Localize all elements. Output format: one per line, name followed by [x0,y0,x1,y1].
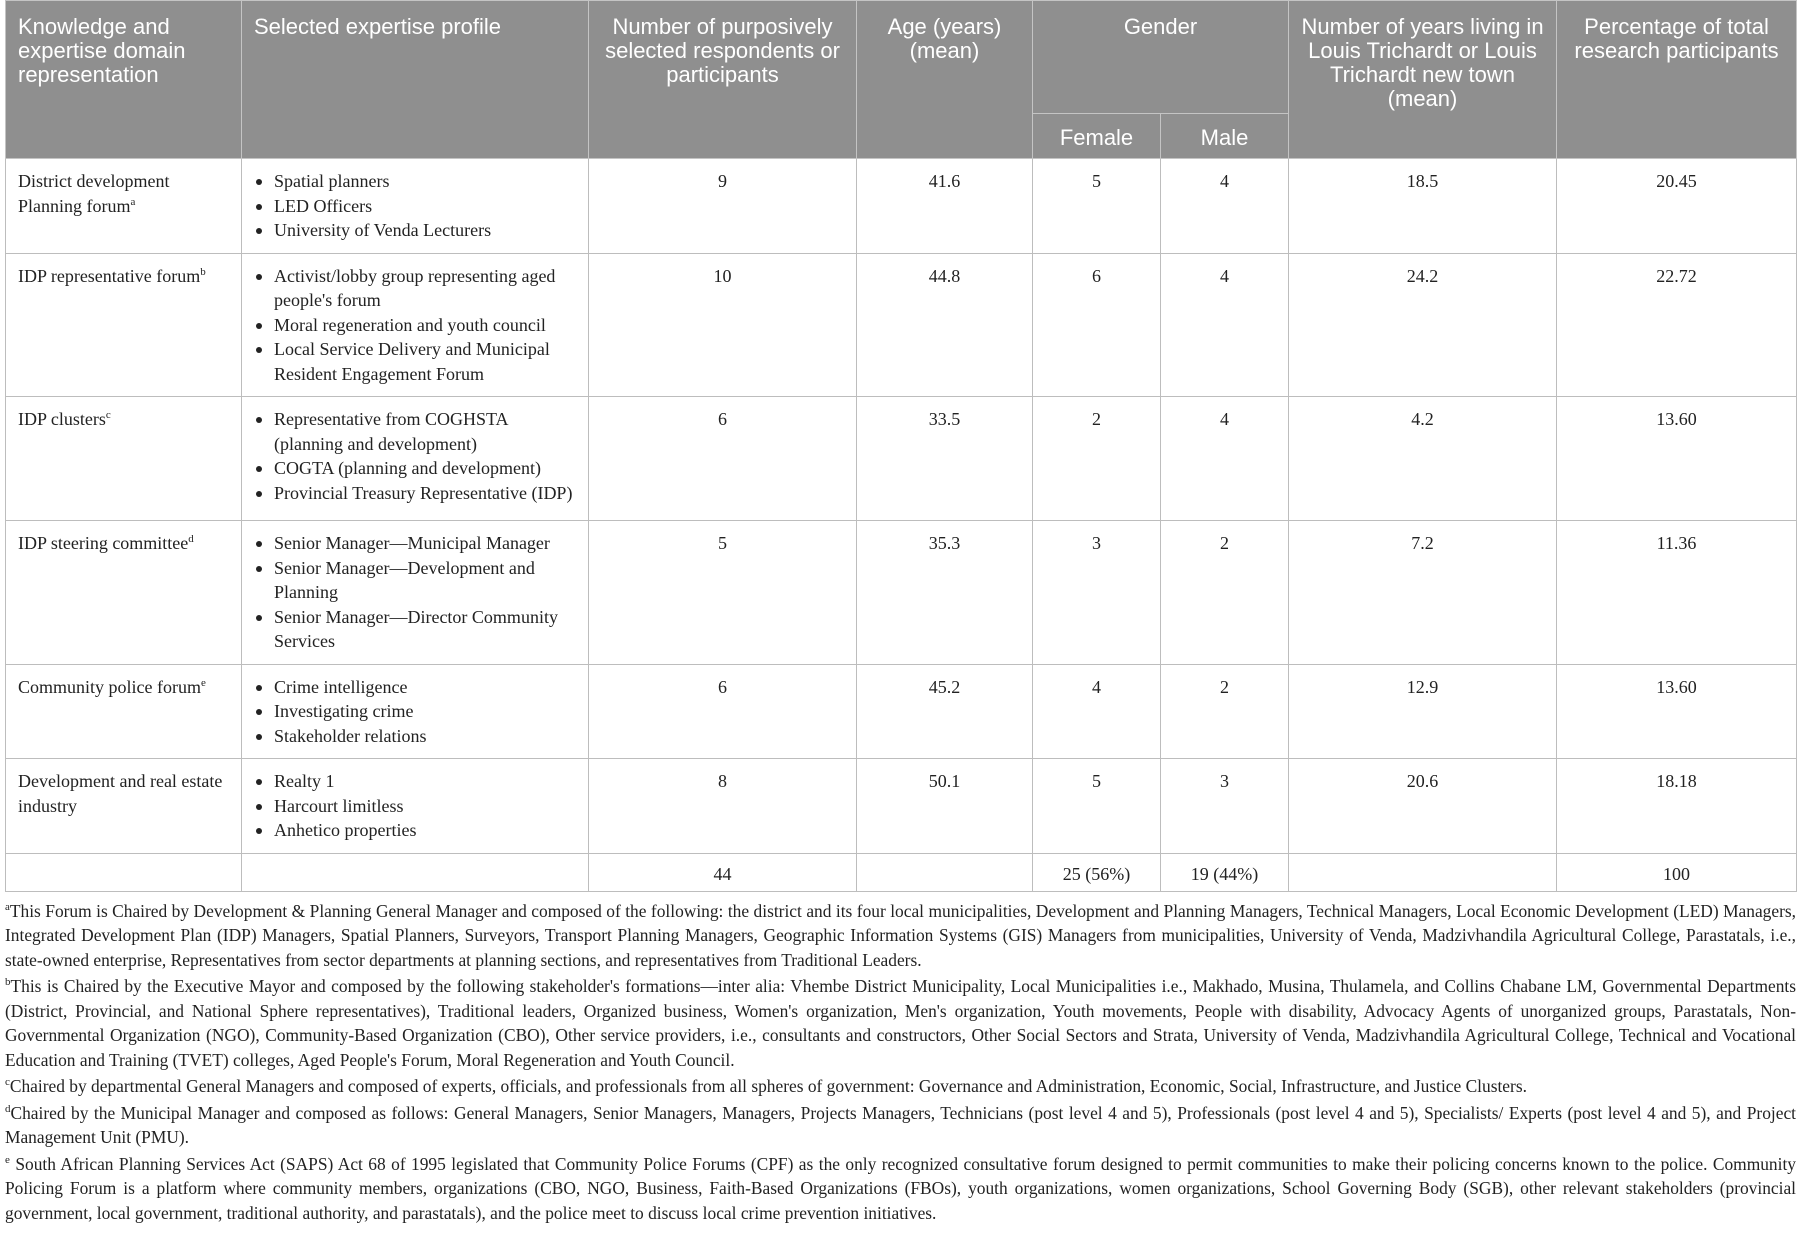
domain-label: District development Planning forum [18,171,170,216]
domain-cell [6,253,242,397]
profile-cell [242,521,589,665]
footnote-marker: c [105,409,111,421]
years-cell: 7.2 [1289,521,1557,665]
table-row [6,521,1797,665]
header-profile: Selected expertise profile [242,1,589,159]
number-cell: 6 [589,397,857,521]
profile-list [254,531,578,654]
footnote-marker: b [200,265,206,278]
domain-label: Development and real estate industry [18,771,223,816]
header-female: Female [1033,114,1161,159]
years-cell: 18.5 [1289,159,1557,254]
table-body [6,159,1797,892]
footnote-marker: a [130,195,136,208]
female-cell: 5 [1033,159,1161,254]
table-row [6,759,1797,854]
percentage-cell: 18.18 [1557,759,1797,854]
table-row [6,664,1797,759]
table-row [6,397,1797,521]
age-cell: 33.5 [857,397,1033,521]
empty-cell [1289,853,1557,891]
male-cell: 2 [1161,664,1289,759]
total-female-cell: 25 (56%) [1033,853,1161,891]
profile-list [254,407,578,505]
profile-item: Harcourt limitless [254,794,578,819]
domain-cell [6,159,242,254]
domain-cell [6,521,242,665]
footnote-mark: d [5,1102,11,1115]
profile-list [254,769,578,843]
profile-list [254,675,578,749]
percentage-cell: 13.60 [1557,397,1797,521]
number-cell: 5 [589,521,857,665]
profile-cell [242,397,589,521]
profile-item: Senior Manager—Development and Planning [254,556,578,605]
number-cell: 10 [589,253,857,397]
table-row [6,159,1797,254]
footnote-mark: c [5,1076,10,1088]
age-cell: 41.6 [857,159,1033,254]
total-number-cell: 44 [589,853,857,891]
footnote-mark: a [5,900,10,913]
footnote-marker: d [188,533,194,545]
empty-cell [242,853,589,891]
age-cell: 45.2 [857,664,1033,759]
profile-item: Realty 1 [254,769,578,794]
profile-item: Spatial planners [254,169,578,194]
profile-cell [242,159,589,254]
domain-label: IDP steering committee [18,533,189,553]
profile-item: Anhetico properties [254,818,578,843]
female-cell: 3 [1033,521,1161,665]
profile-item: Crime intelligence [254,675,578,700]
profile-item: LED Officers [254,194,578,219]
profile-item: University of Venda Lecturers [254,218,578,243]
footnote [5,1074,1796,1099]
header-years: Number of years living in Louis Trichardt or Louis Trichardt new town (mean) [1289,1,1557,159]
footnote [5,974,1796,1072]
percentage-cell: 13.60 [1557,664,1797,759]
male-cell: 4 [1161,159,1289,254]
profile-item: Representative from COGHSTA (planning and development) [254,407,578,456]
number-cell: 6 [589,664,857,759]
domain-cell [6,759,242,854]
header-number: Number of purposively selected respondents or participants [589,1,857,159]
male-cell: 3 [1161,759,1289,854]
male-cell: 4 [1161,397,1289,521]
percentage-cell: 22.72 [1557,253,1797,397]
percentage-cell: 20.45 [1557,159,1797,254]
domain-label: Community police forum [18,676,201,697]
female-cell: 2 [1033,397,1161,521]
years-cell: 20.6 [1289,759,1557,854]
empty-cell [857,853,1033,891]
profile-item: Moral regeneration and youth council [254,313,578,338]
female-cell: 5 [1033,759,1161,854]
footnote-text: This Forum is Chaired by Development & Planning General Manager and composed of the following: the district and its four local municipalities, Development and Planning Managers, Technical Managers, Local Economic Development (LED) Managers, Integrated Development Plan (IDP) Managers, Spatial Planners, Surveyors, Transport Planning Managers, Geographic Information Systems (GIS) Managers from municipalities, University of Venda, Madzivhandila Agricultural College, Parastatals, i.e., state-owned enterprise, Representatives from sector departments at planning sections, and representatives from Traditional Leaders. [5,900,1796,970]
footnote-text: Chaired by the Municipal Manager and composed as follows: General Managers, Senior Managers, Managers, Projects Managers, Technicians (post level 4 and 5), Professionals (post level 4 and 5), Specialists/ Experts (post level 4 and 5), and Project Management Unit (PMU). [5,1102,1796,1147]
female-cell: 4 [1033,664,1161,759]
profile-item: Provincial Treasury Representative (IDP) [254,481,578,506]
domain-label: IDP clusters [18,409,106,429]
domain-label: IDP representative forum [18,265,201,286]
empty-cell [6,853,242,891]
male-cell: 2 [1161,521,1289,665]
totals-row [6,853,1797,891]
number-cell: 8 [589,759,857,854]
profile-item: Investigating crime [254,699,578,724]
years-cell: 12.9 [1289,664,1557,759]
footnote-marker: e [200,676,206,689]
years-cell: 4.2 [1289,397,1557,521]
profile-list [254,264,578,387]
footnote-mark: e [5,1153,10,1166]
footnote [5,1152,1796,1226]
profile-item: COGTA (planning and development) [254,456,578,481]
profile-list [254,169,578,243]
age-cell: 44.8 [857,253,1033,397]
percentage-cell: 11.36 [1557,521,1797,665]
table-footnotes [5,899,1796,1226]
document-page [5,0,1796,1227]
footnote-mark: b [5,976,11,988]
total-percentage-cell: 100 [1557,853,1797,891]
profile-item: Senior Manager—Municipal Manager [254,531,578,556]
header-male: Male [1161,114,1289,159]
header-percentage: Percentage of total research participants [1557,1,1797,159]
age-cell: 35.3 [857,521,1033,665]
header-age: Age (years) (mean) [857,1,1033,159]
profile-cell [242,253,589,397]
total-male-cell: 19 (44%) [1161,853,1289,891]
footnote [5,899,1796,973]
table-row [6,253,1797,397]
domain-cell [6,397,242,521]
participants-table [5,0,1797,892]
male-cell: 4 [1161,253,1289,397]
profile-cell [242,759,589,854]
years-cell: 24.2 [1289,253,1557,397]
profile-item: Activist/lobby group representing aged people's forum [254,264,578,313]
footnote-text: This is Chaired by the Executive Mayor and composed by the following stakeholder's formations—inter alia: Vhembe District Municipality, Local Municipalities i.e., Makhado, Musina, Thulamela, and Collins Chabane LM, Governmental Departments (District, Provincial, and National Sphere representatives), Traditional leaders, Organized business, Women's organization, Men's organization, Youth movements, People with disability, Advocacy Agents of unorganized groups, Parastatals, Non-Governmental Organization (NGO), Community-Based Organization (CBO), Other service providers, i.e., consultants and constructors, Other Social Sectors and Strata, University of Venda, Madzivhandila Agricultural College, Technical and Vocational Education and Training (TVET) colleges, Aged People's Forum, Moral Regeneration and Youth Council. [5,976,1796,1070]
female-cell: 6 [1033,253,1161,397]
header-domain: Knowledge and expertise domain representation [6,1,242,159]
profile-cell [242,664,589,759]
number-cell: 9 [589,159,857,254]
age-cell: 50.1 [857,759,1033,854]
domain-cell [6,664,242,759]
profile-item: Local Service Delivery and Municipal Resident Engagement Forum [254,337,578,386]
profile-item: Senior Manager—Director Community Services [254,605,578,654]
footnote-text: Chaired by departmental General Managers and composed of experts, officials, and professionals from all spheres of government: Governance and Administration, Economic, Social, Infrastructure, and Justice Clusters. [9,1076,1527,1096]
footnote [5,1101,1796,1150]
profile-item: Stakeholder relations [254,724,578,749]
footnote-text: South African Planning Services Act (SAPS) Act 68 of 1995 legislated that Community Police Forums (CPF) as the only recognized consultative forum designed to permit communities to make their policing concerns known to the police. Community Policing Forum is a platform where community members, organizations (CBO, NGO, Business, Faith-Based Organizations (FBOs), youth organizations, women organizations, School Governing Body (SGB), other relevant stakeholders (provincial government, local government, traditional authority, and parastatals), and the police meet to discuss local crime prevention initiatives. [5,1153,1796,1223]
table-header [6,1,1797,159]
header-gender: Gender [1033,1,1289,114]
